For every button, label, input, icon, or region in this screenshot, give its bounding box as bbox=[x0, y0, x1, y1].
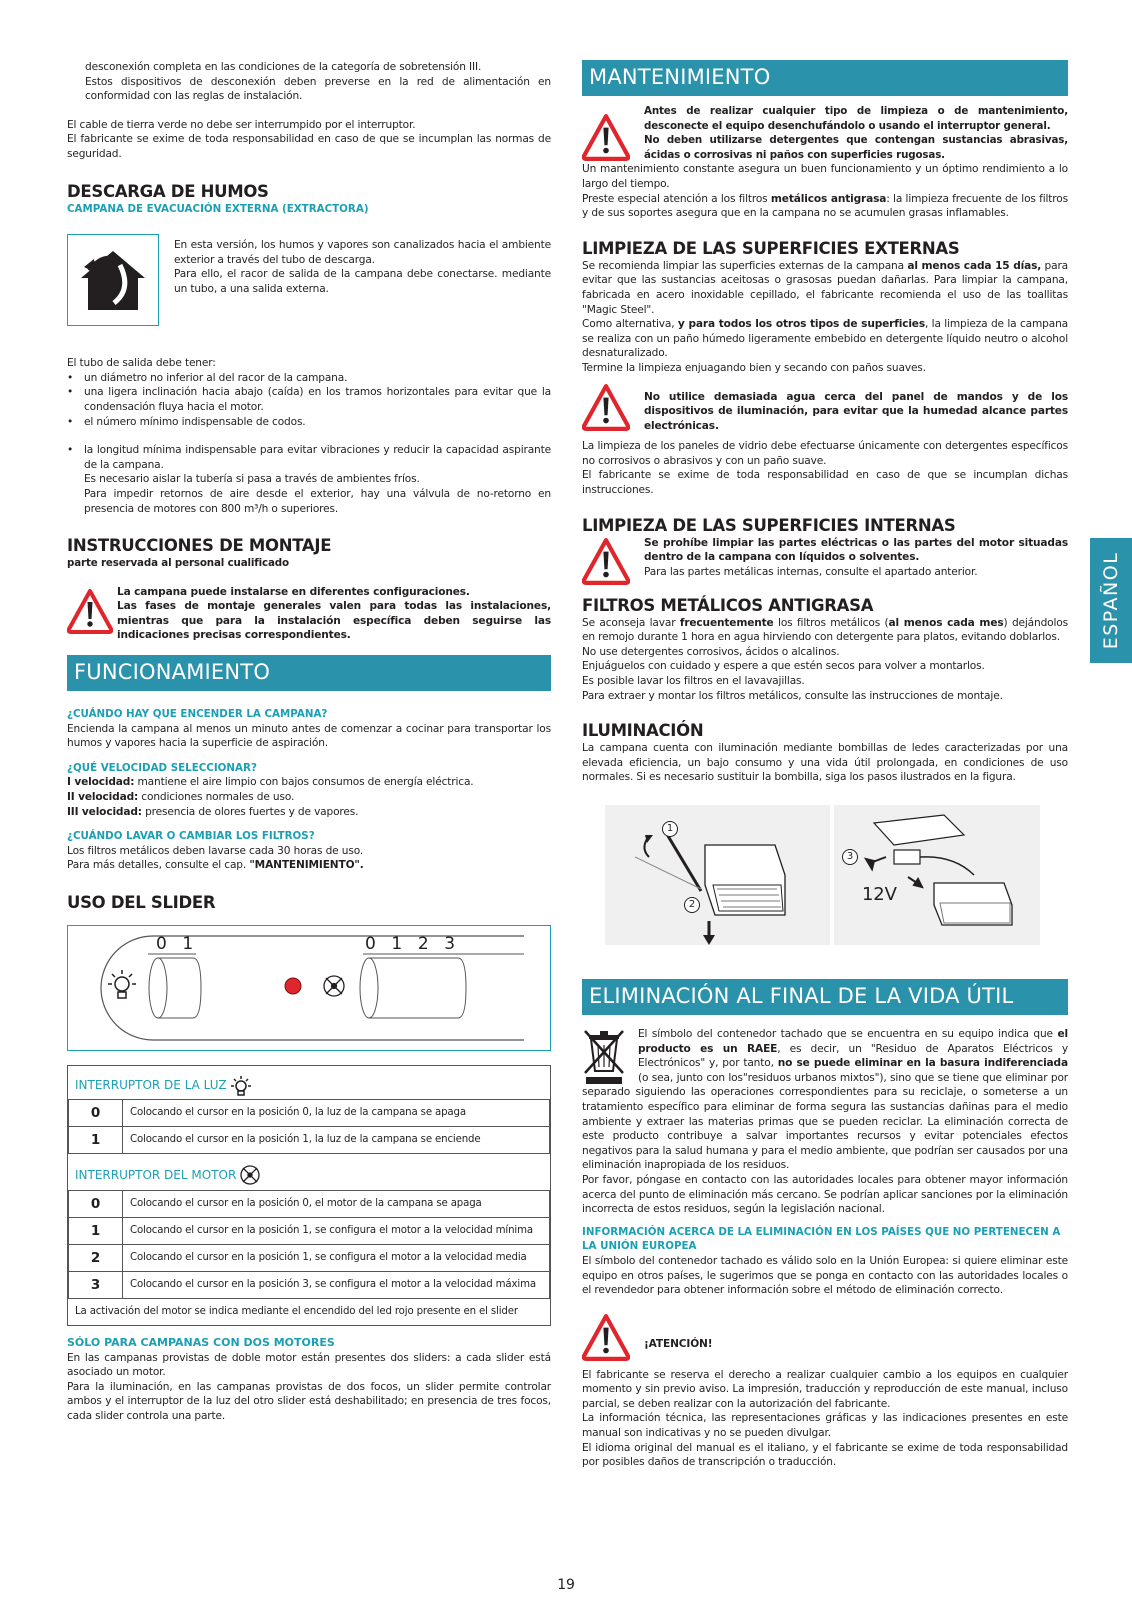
intro-block bbox=[67, 60, 551, 104]
funcionamiento-q2: ¿QUÉ VELOCIDAD SELECCIONAR? bbox=[67, 761, 257, 774]
motor-switch-title: INTERRUPTOR DEL MOTOR bbox=[75, 1167, 237, 1182]
table-row: 1 Colocando el cursor en la posición 1, se configura el motor a la velocidad mínima bbox=[69, 1218, 550, 1245]
speed-3: III velocidad: presencia de olores fuertes y de vapores. bbox=[67, 805, 359, 818]
motor-led-note: La activación del motor se indica mediante el encendido del led rojo presente en el slider bbox=[75, 1306, 518, 1317]
tubo-intro: El tubo de salida debe tener: bbox=[67, 357, 216, 370]
descarga-p1: En esta versión, los humos y vapores son canalizados hacia el ambiente exterior a través del tubo de descarga. bbox=[174, 239, 551, 266]
language-tab-label: ESPAÑOL bbox=[1100, 551, 1122, 650]
int-p1: Para las partes metálicas internas, consulte el apartado anterior. bbox=[644, 565, 978, 578]
dos-motores-p1: En las campanas provistas de doble motor están presentes dos sliders: a cada slider está asociado un motor. bbox=[67, 1351, 551, 1379]
list-item bbox=[67, 443, 551, 516]
valve-note: Para impedir retornos de aire desde el exterior, hay una válvula de no-retorno en presencia de motores con 800 m³/h o superiores. bbox=[84, 487, 551, 515]
speed-1: I velocidad: mantiene el aire limpio con bajos consumos de energía eléctrica. bbox=[67, 776, 474, 789]
motor-led-indicator bbox=[285, 978, 301, 994]
funcionamiento-q3: ¿CUÁNDO LAVAR O CAMBIAR LOS FILTROS? bbox=[67, 830, 315, 843]
ext-p4: La limpieza de los paneles de vidrio debe efectuarse únicamente con detergentes específicos no corrosivos o abrasivos y con un paño suave. bbox=[582, 440, 1068, 467]
table-row: 3 Colocando el cursor en la posición 3, se configura el motor a la velocidad máxima bbox=[69, 1272, 550, 1299]
tubo-length-list bbox=[67, 443, 551, 516]
ext-p2: Como alternativa, y para todos los otros tipos de superficies, la limpieza de la campana se realiza con un paño húmedo ligeramente embebido en detergente líquido neutro o alcohol desnaturalizado. bbox=[582, 318, 1068, 360]
step-3-label: 3 bbox=[842, 849, 858, 865]
int-warning-text: Se prohíbe limpiar las partes eléctricas o las partes del motor situadas dentro de la campana con líquidos o solventes. bbox=[644, 536, 1068, 564]
table-row: 1 Colocando el cursor en la posición 1, la luz de la campana se enciende bbox=[69, 1127, 550, 1154]
ilum-p1: La campana cuenta con iluminación mediante bombillas de ledes caracterizadas por una elevada eficiencia, un bajo consumo y una vida útil prolongada, en condiciones de uso normales. Si es necesario sustituir la bombilla, siga los pasos ilustrados en la figura. bbox=[582, 742, 1068, 784]
motor-switch-header bbox=[68, 1154, 550, 1190]
fan-icon bbox=[239, 1164, 261, 1186]
eliminacion-header: ELIMINACIÓN AL FINAL DE LA VIDA ÚTIL bbox=[582, 979, 1068, 1015]
elim-p1: El símbolo del contenedor tachado que se encuentra en su equipo indica que el producto es un RAEE, es decir, un "Residuo de Aparatos Eléctricos y Electrónicos" y, por tanto, no se puede eliminar en la basura indiferenciada (o sea, junto con los"residuos urbanos mixtos"), sino que se tiene que eliminar por separado siguiendo las operaciones correspondientes para su reciclaje, o someterse a un tratamiento específico para eliminar de forma segura las sustancias dañinas para el medio ambiente y extraer las materias primas que se pueden reciclar. La eliminación correcta de este producto contribuye a salvar importantes recursos y evitar potenciales efectos negativos para la salud humana y para el medio ambiente, que podrían ser causados por una eliminación inapropiada de los residuos. bbox=[582, 1028, 1069, 1172]
bulb-icon bbox=[229, 1074, 253, 1098]
warning-icon bbox=[67, 589, 113, 635]
ilum-title: ILUMINACIÓN bbox=[582, 721, 704, 741]
right-column bbox=[582, 60, 1068, 1470]
filt-p3: Enjuáguelos con cuidado y espere a que estén secos para volver a montarlos. bbox=[582, 660, 985, 673]
table-row: 2 Colocando el cursor en la posición 1, se configura el motor a la velocidad media bbox=[69, 1245, 550, 1272]
filt-p1: Se aconseja lavar frecuentemente los filtros metálicos (al menos cada mes) dejándolos en remojo durante 1 hora en agua hirviendo con detergente para platos, evitando doblarlos. bbox=[582, 616, 1068, 644]
intro-line-2: Estos dispositivos de desconexión deben preverse en la red de alimentación en conformidad con las reglas de instalación. bbox=[85, 75, 551, 103]
list-item: • una ligera inclinación hacia abajo (caída) en los tramos horizontales para evitar que la condensación fluya hacia el motor. bbox=[67, 385, 551, 414]
ext-p3: Termine la limpieza enjuagando bien y secando con paños suaves. bbox=[582, 361, 926, 374]
atencion-label: ¡ATENCIÓN! bbox=[644, 1338, 713, 1351]
switch-tables bbox=[67, 1065, 551, 1326]
elim-p3: El símbolo del contenedor tachado es válido solo en la Unión Europea: si quiere eliminar este equipo en otros países, le sugerimos que se ponga en contacto con las autoridades locales o el revendedor para obtener información sobre el método de eliminación correcto. bbox=[582, 1254, 1068, 1297]
motor-scale-labels: 0 1 2 3 bbox=[365, 934, 455, 954]
mantenimiento-warning bbox=[582, 104, 1068, 162]
ext-warning bbox=[582, 384, 1068, 434]
funcionamiento-q1: ¿CUÁNDO HAY QUE ENCENDER LA CAMPANA? bbox=[67, 708, 328, 721]
luz-switch-header bbox=[68, 1066, 550, 1099]
length-note: la longitud mínima indispensable para evitar vibraciones y reducir la capacidad aspirante de la campana. bbox=[84, 444, 551, 471]
warning-icon bbox=[582, 1314, 630, 1362]
filt-p5: Para extraer y montar los filtros metálicos, consulte las instrucciones de montaje. bbox=[582, 689, 1003, 702]
int-title: LIMPIEZA DE LAS SUPERFICIES INTERNAS bbox=[582, 515, 956, 535]
int-warning bbox=[582, 536, 1068, 586]
dos-motores-p2: Para la iluminación, en las campanas provistas de dos focos, un slider permite controlar ambos y el interruptor de la luz del otro slider está deshabilitado; en presencia de tres focos, cada slider controla una parte. bbox=[67, 1380, 551, 1422]
mant-warning-1: Antes de realizar cualquier tipo de limpieza o de mantenimiento, desconecte el equipo desenchufándolo o usando el interruptor general. bbox=[644, 105, 1068, 132]
atencion-block bbox=[582, 1314, 1068, 1362]
step-1-label: 1 bbox=[662, 821, 678, 837]
slider-diagram bbox=[67, 925, 551, 1051]
luz-switch-table bbox=[68, 1099, 550, 1154]
descarga-title: DESCARGA DE HUMOS bbox=[67, 181, 269, 201]
ext-p1: Se recomienda limpiar las superficies externas de la campana al menos cada 15 días, para evitar que las sustancias aceitosas o grasosas puedan dañarlas. Para limpiar la campana, fabricada en acero inoxidable cepillado, el fabricante recomienda el uso de las toallitas "Magic Steel". bbox=[582, 259, 1068, 316]
mantenimiento-header: MANTENIMIENTO bbox=[582, 60, 1068, 96]
led-step-panel-1 bbox=[605, 805, 830, 945]
ext-title: LIMPIEZA DE LAS SUPERFICIES EXTERNAS bbox=[582, 238, 960, 258]
montaje-warning bbox=[67, 585, 551, 643]
filt-p4: Es posible lavar los filtros en el lavavajillas. bbox=[582, 675, 805, 688]
voltage-label: 12V bbox=[862, 884, 897, 905]
mant-warning-2: No deben utilizarse detergentes que contengan sustancias abrasivas, ácidas o corrosivas ni paños con superficies rugosas. bbox=[644, 134, 1068, 161]
dos-motores-title: SÓLO PARA CAMPANAS CON DOS MOTORES bbox=[67, 1336, 335, 1349]
intro-line-1: desconexión completa en las condiciones de la categoría de sobretensión III. bbox=[85, 61, 482, 73]
step-2-label: 2 bbox=[684, 897, 700, 913]
warning-icon bbox=[582, 384, 630, 432]
elim-p6: El idioma original del manual es el italiano, y el fabricante se exime de toda responsabilidad por posibles daños de transcripción o traducción. bbox=[582, 1441, 1068, 1469]
elim-p5: La información técnica, las representaciones gráficas y las indicaciones presentes en este manual son indicativas y no se pueden divulgar. bbox=[582, 1412, 1068, 1440]
descarga-subtitle: CAMPANA DE EVACUACIÓN EXTERNA (EXTRACTORA) bbox=[67, 202, 369, 215]
montaje-subtitle: parte reservada al personal cualificado bbox=[67, 557, 289, 570]
speed-2: II velocidad: condiciones normales de uso. bbox=[67, 791, 295, 804]
led-replacement-figure bbox=[582, 799, 1068, 949]
luz-switch-title: INTERRUPTOR DE LA LUZ bbox=[75, 1078, 227, 1093]
ext-p5: El fabricante se exime de toda responsabilidad en caso de que se incumplan dichas instrucciones. bbox=[582, 469, 1068, 497]
funcionamiento-header: FUNCIONAMIENTO bbox=[67, 655, 551, 691]
ext-warning-text: No utilice demasiada agua cerca del panel de mandos y de los dispositivos de iluminación, para evitar que la humedad alcance partes electrónicas. bbox=[644, 390, 1068, 432]
ground-cable-note: El cable de tierra verde no debe ser interrumpido por el interruptor. bbox=[67, 118, 416, 131]
montaje-warning-1: La campana puede instalarse en diferentes configuraciones. bbox=[117, 585, 470, 598]
mant-p2: Preste especial atención a los filtros metálicos antigrasa: la limpieza frecuente de los filtros y de sus soportes asegura que en la campana no se acumulen grasas inflamables. bbox=[582, 192, 1068, 220]
descarga-block bbox=[67, 234, 551, 326]
filter-wash-interval: Los filtros metálicos deben lavarse cada 30 horas de uso. bbox=[67, 844, 364, 857]
montaje-warning-2: Las fases de montaje generales valen para todas las instalaciones, mientras que para la instalación específica deben seguirse las indicaciones precisas correspondientes. bbox=[117, 600, 551, 642]
light-slider-knob[interactable] bbox=[149, 958, 201, 1018]
list-item: • un diámetro no inferior al del racor de la campana. bbox=[67, 371, 551, 386]
warning-icon bbox=[582, 538, 630, 586]
tubo-requirements-list bbox=[67, 371, 551, 429]
crossed-bin-icon bbox=[582, 1027, 626, 1085]
table-row: 0 Colocando el cursor en la posición 0, la luz de la campana se apaga bbox=[69, 1100, 550, 1127]
elim-p4: El fabricante se reserva el derecho a realizar cualquier cambio a los equipos en cualquier momento y sin previo aviso. La impresión, traducción y reproducción de este manual, incluso parcial, se deben realizar con la autorización del fabricante. bbox=[582, 1368, 1068, 1410]
slider-title: USO DEL SLIDER bbox=[67, 893, 216, 912]
montaje-title: INSTRUCCIONES DE MONTAJE bbox=[67, 536, 332, 556]
motor-switch-table bbox=[68, 1190, 550, 1299]
filt-p2: No use detergentes corrosivos, ácidos o alcalinos. bbox=[582, 645, 840, 658]
motor-slider-knob[interactable] bbox=[360, 958, 466, 1018]
table-row: 0 Colocando el cursor en la posición 0, el motor de la campana se apaga bbox=[69, 1191, 550, 1218]
elim-non-eu-subtitle: INFORMACIÓN ACERCA DE LA ELIMINACIÓN EN LOS PAÍSES QUE NO PERTENECEN A LA UNIÓN EUROPEA bbox=[582, 1225, 1061, 1253]
warning-icon bbox=[582, 114, 630, 162]
extraction-house-icon bbox=[67, 234, 159, 326]
insulation-note: Es necesario aislar la tubería si pasa a través de ambientes fríos. bbox=[84, 473, 420, 486]
mant-p1: Un mantenimiento constante asegura un buen funcionamiento y un óptimo rendimiento a lo largo del tiempo. bbox=[582, 163, 1068, 190]
page-number: 19 bbox=[557, 1577, 575, 1593]
light-scale-labels: 0 1 bbox=[156, 934, 194, 954]
filt-title: FILTROS METÁLICOS ANTIGRASA bbox=[582, 595, 874, 615]
descarga-p2: Para ello, el racor de salida de la campana debe conectarse. mediante un tubo, a una salida externa. bbox=[174, 268, 551, 295]
safety-disclaimer: El fabricante se exime de toda responsabilidad en caso de que se incumplan las normas de seguridad. bbox=[67, 133, 551, 160]
led-step-panel-2 bbox=[834, 805, 1040, 945]
fan-icon bbox=[324, 976, 344, 996]
filter-wash-details: Para más detalles, consulte el cap. "MANTENIMIENTO". bbox=[67, 859, 364, 872]
eliminacion-block bbox=[582, 1027, 1068, 1173]
bulb-icon bbox=[108, 970, 136, 998]
left-column bbox=[67, 60, 551, 1424]
elim-p2: Por favor, póngase en contacto con las autoridades locales para obtener mayor información acerca del punto de eliminación más cercano. Se podrían aplicar sanciones por la eliminación incorrecta de estos residuos, según la legislación nacional. bbox=[582, 1173, 1068, 1216]
list-item: • el número mínimo indispensable de codos. bbox=[67, 415, 551, 430]
funcionamiento-a1: Encienda la campana al menos un minuto antes de comenzar a cocinar para transportar los humos y vapores hacia la superficie de aspiración. bbox=[67, 722, 551, 750]
